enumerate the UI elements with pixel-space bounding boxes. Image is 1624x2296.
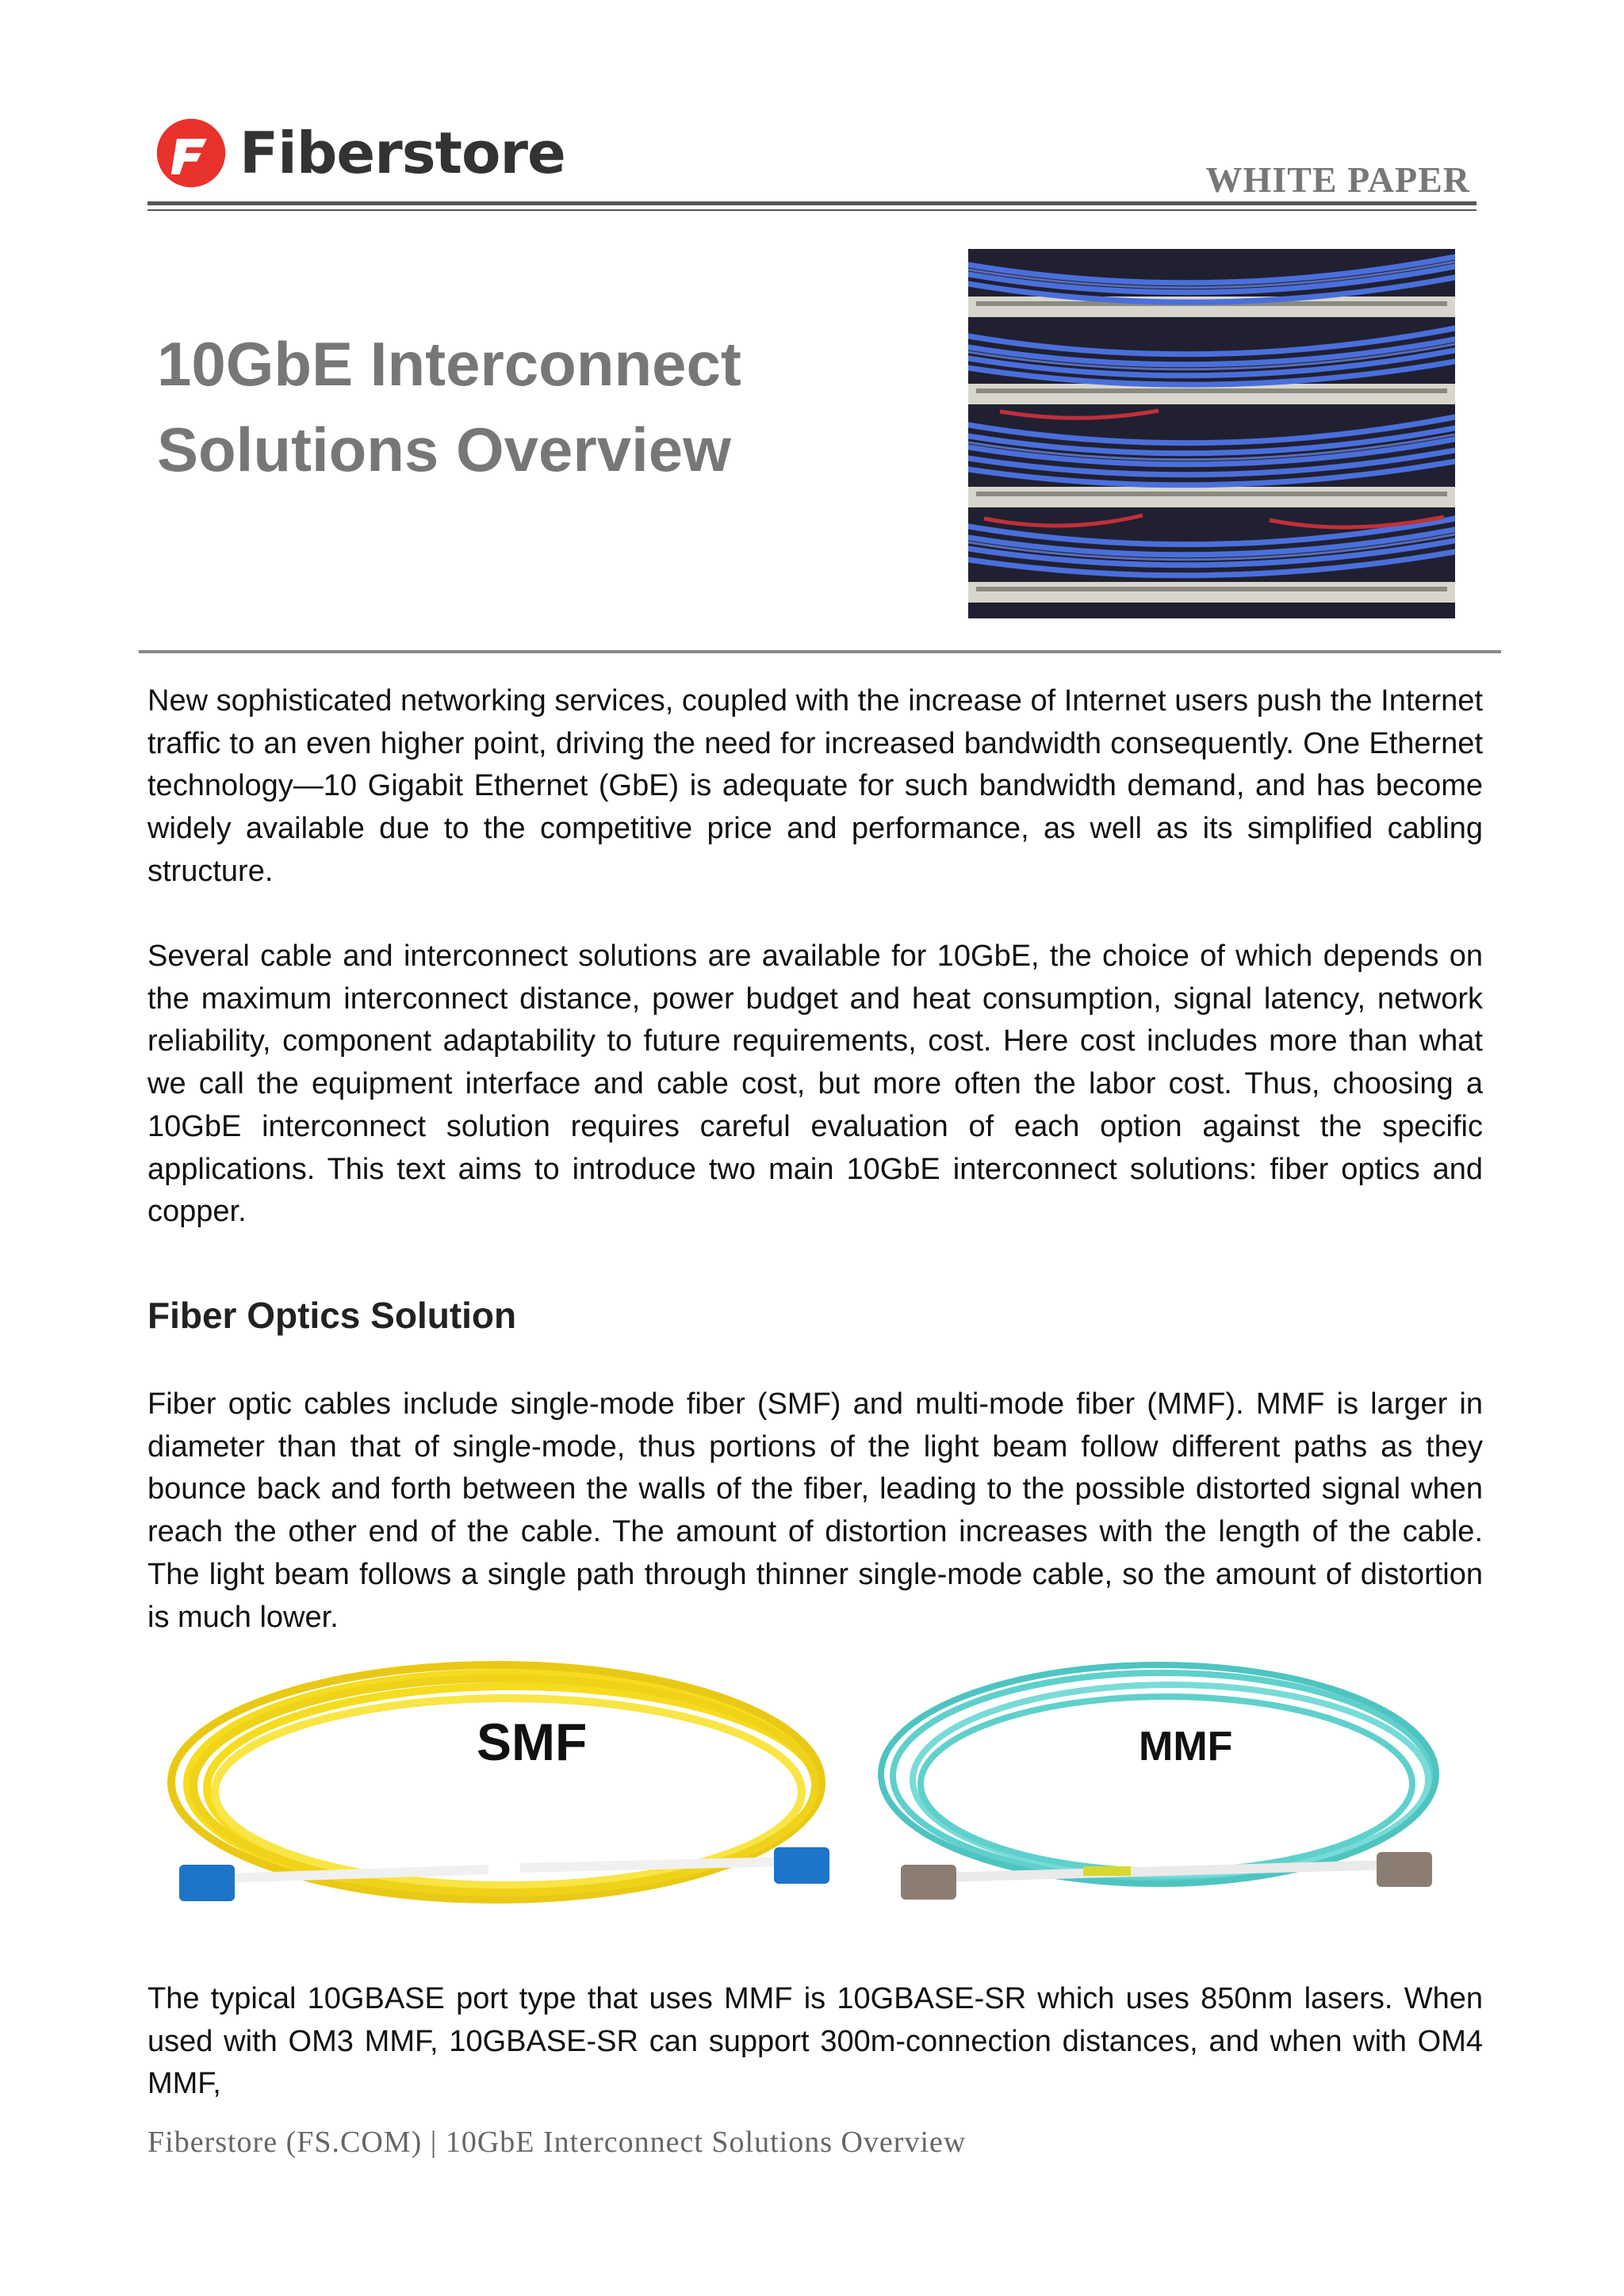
section-divider	[139, 650, 1501, 653]
patch-panel-illustration	[968, 249, 1455, 618]
smf-mmf-cables-figure	[155, 1657, 1472, 1927]
page-title	[157, 321, 918, 492]
smf-label: SMF	[477, 1712, 588, 1771]
title-line-1: 10GbE Interconnect	[157, 329, 741, 399]
brand-name: Fiberstore	[239, 120, 565, 186]
patch-panel-photo	[968, 249, 1455, 618]
header-rule-thin	[147, 209, 1477, 211]
port-type-paragraph: The typical 10GBASE port type that uses MMF is 10GBASE-SR which uses 850nm lasers. When used with OM3 MMF, 10GBASE-SR can support 300m-connection distances, and when with OM4 MMF,	[147, 1982, 1483, 2101]
mmf-label: MMF	[1139, 1724, 1233, 1770]
fiberstore-logo-icon	[155, 117, 227, 189]
page-footer: Fiberstore (FS.COM) | 10GbE Interconnect Solutions Overview	[147, 2126, 967, 2159]
intro-paragraph: New sophisticated networking services, coupled with the increase of Internet users push the Internet traffic to an even higher point, driving the need for increased bandwidth consequently. One Ethernet technology—10 Gigabit Ethernet (GbE) is adequate for such bandwidth demand, and has become widely available due to the competitive price and performance, as well as its simplified cabling structure.	[147, 684, 1483, 888]
fiber-types-paragraph: Fiber optic cables include single-mode fiber (SMF) and multi-mode fiber (MMF). MMF is larger in diameter than that of single-mode, thus portions of the light beam follow different paths as they bounce back and forth between the walls of the fiber, leading to the possible distorted signal when reach the other end of the cable. The amount of distortion increases with the length of the cable. The light beam follows a single path through thinner single-mode cable, so the amount of distortion is much lower.	[147, 1387, 1483, 1634]
brand-logo	[155, 117, 565, 189]
title-line-2: Solutions Overview	[157, 415, 731, 484]
document-type-label: WHITE PAPER	[1205, 159, 1470, 200]
section-heading-fiber-optics: Fiber Optics Solution	[147, 1295, 517, 1336]
header-rule	[147, 201, 1477, 205]
solutions-paragraph: Several cable and interconnect solutions are available for 10GbE, the choice of which depends on the maximum interconnect distance, power budget and heat consumption, signal latency, network reliability, component adaptability to future requirements, cost. Here cost includes more than what we call the equipment interface and cable cost, but more often the labor cost. Thus, choosing a 10GbE interconnect solution requires careful evaluation of each option against the specific applications. This text aims to introduce two main 10GbE interconnect solutions: fiber optics and copper.	[147, 939, 1483, 1229]
mmf-cable-coil	[881, 1665, 1436, 1884]
